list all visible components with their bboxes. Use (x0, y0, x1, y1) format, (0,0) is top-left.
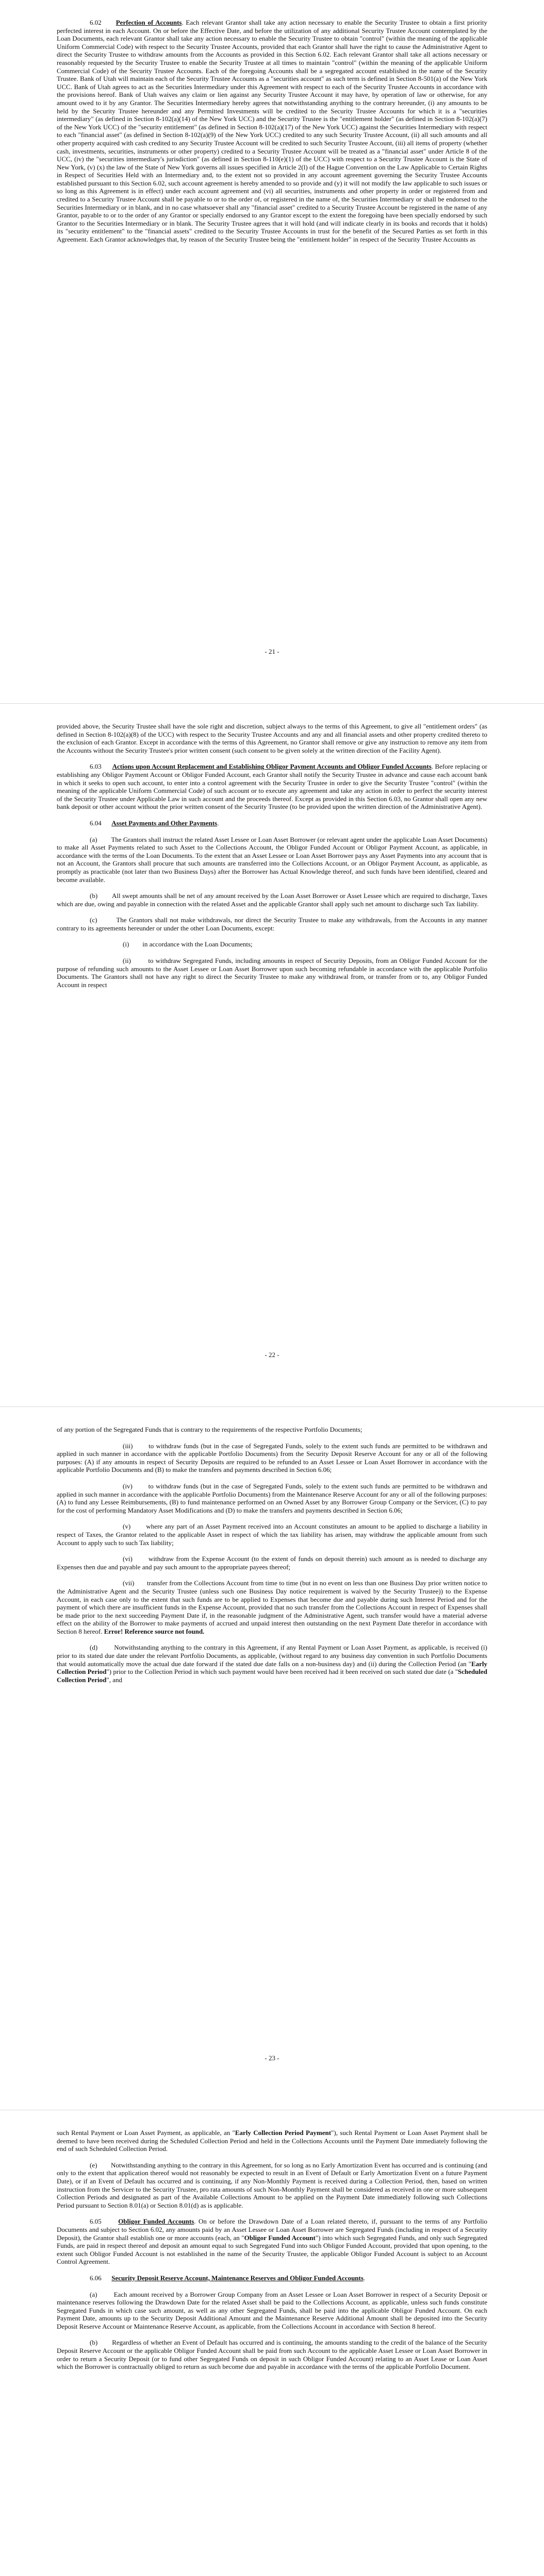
clause-label: (vi) (123, 1555, 133, 1563)
clause-label: (iii) (123, 1442, 133, 1450)
page-21 (0, 0, 544, 703)
clause-c-v (57, 1522, 487, 1547)
clause-b (57, 2338, 487, 2370)
clause-label: (d) (90, 1643, 98, 1652)
clause-text: Notwithstanding anything to the contrary in this Agreement, for so long as no Early Amortization Event has occurred and is continuing (and only to the extent that application thereof would not reasonably be expected to result in an Event of Default or Early Amortization Event on a future Payment Date), or if an Event of Default has occurred and is continuing, if any Non-Monthly Payment is received during a Collection Period, then, based on written instruction from the Servicer to the Security Trustee, pro rata amounts of such Non-Monthly Payment shall be considered as received in one or more subsequent Collection Periods and designated as part of the Available Collections Amount to be applied on the Payment Date immediately following such Collections Period pursuant to Section 8.01(a) or Section 8.01(d) as is applicable. (57, 2161, 488, 2209)
clause-label: (v) (123, 1522, 131, 1531)
clause-text: Each amount received by a Borrower Group Company from an Asset Lessee or Loan Asset Borrower in respect of a Security Deposit or maintenance reserves following the Drawdown Date for the related Asset shall be paid to the Collections Account, as applicable, unless such funds constitute Segregated Funds in which case such amount, as well as any other Segregated Funds, shall be paid into the applicable Obligor Funded Account. On each Payment Date, amounts up to the Security Deposit Additional Amount and the Maintenance Reserve Additional Amount shall be deposited into the Security Deposit Reserve Account or Maintenance Reserve Account, as applicable, from the Collections Account in accordance with Section 8 hereof. (57, 2290, 488, 2330)
clause-a (57, 2291, 487, 2331)
clause-text: in accordance with the Loan Documents; (142, 940, 253, 948)
section-heading: Actions upon Account Replacement and Establishing Obligor Payment Accounts and Obligor Funded Accounts (112, 762, 432, 771)
clause-a (57, 836, 487, 884)
clause-label: (iv) (123, 1482, 133, 1490)
clause-c-ii (57, 957, 487, 989)
section-heading: Perfection of Accounts (116, 19, 182, 26)
clause-text: where any part of an Asset Payment received into an Account constitutes an amount to be applied to discharge a liability in respect of Taxes, the Grantor related to the applicable Asset in respect of which the tax liability has arisen, may withdraw the applicable amount from such Account to apply such to such Tax liability; (57, 1522, 488, 1547)
page-number: - 22 - (265, 1351, 279, 1359)
clause-label: (a) (90, 2290, 97, 2298)
clause-label: (vii) (123, 1579, 135, 1587)
paragraph-text-cont: "), such Rental Payment or Loan Asset Payment shall be deemed to have been received during the Scheduled Collection Period and held in the Collections Accounts until the Payment Date immediately following the end of such Scheduled Collection Period. (57, 2129, 487, 2153)
page-23 (0, 1406, 544, 2110)
page-22 (0, 703, 544, 1406)
clause-text-cont: ") prior to the Collection Period in which such payment would have been received had it been received on such stated due date (a " (106, 1668, 458, 1676)
section-heading: Obligor Funded Accounts (118, 2217, 194, 2226)
paragraph-6-03 (57, 762, 487, 811)
clause-c-vi (57, 1555, 487, 1571)
clause-text: transfer from the Collections Account from time to time (but in no event on less than one Business Day prior written notice to the Administrative Agent and the Security Trustee (unless such one Business Day notice requirement is waived by the Security Trustee)) to the Expense Account, in each case only to the extent that such funds are to be applied to Expenses that become due and payable during such Interest Period and for the payment of which there are insufficient funds in the Expense Account, provided that no such transfer from the Collections Account in respect of Expenses shall be made prior to the next succeeding Payment Date if, in the reasonable judgment of the Administrative Agent, such transfer would have a material adverse effect on the ability of the Borrower to make payments of accrued and unpaid interest then outstanding on the next Payment Date therefor in accordance with Section 8 hereof. (57, 1579, 488, 1635)
section-number: 6.05 (90, 2217, 102, 2226)
paragraph-text-cont: ") into which such Segregated Funds, and only such Segregated Funds, are paid in respect thereof and deposit an amount equal to such Segregated Fund into such Obligor Funded Account, provided that upon opening, to the extent such Obligor Funded Account is not established in the name of the Security Trustee, the applicable Obligor Funded Account is subject to an Account Control Agreement. (57, 2233, 488, 2266)
defined-term: Scheduled Collection Period (57, 1668, 487, 1684)
paragraph-6-06 (57, 2274, 487, 2282)
clause-b (57, 892, 487, 908)
clause-e (57, 2161, 487, 2210)
paragraph-continued: provided above, the Security Trustee shall have the sole right and discretion, subject always to the terms of this Agreement, to give all "entitlement orders" (as defined in Section 8-102(a)(8) of the UCC) with respect to the Security Trustee Accounts and any and all financial assets and other property credited thereto to the exclusion of each Grantor. Except in accordance with the terms of this Agreement, no Grantor shall remove or give any instruction to remove any item from the Accounts without the Security Trustee's prior written consent (such consent to be given solely at the written direction of the Facility Agent). (57, 722, 487, 754)
paragraph-text: . (363, 2274, 366, 2282)
clause-c-iii (57, 1442, 487, 1474)
page-24 (0, 2110, 544, 2576)
clause-label: (i) (123, 940, 129, 948)
clause-c-i (57, 940, 487, 948)
section-heading: Asset Payments and Other Payments (111, 819, 218, 827)
section-number: 6.04 (90, 819, 102, 827)
section-number: 6.06 (90, 2274, 102, 2282)
paragraph-6-04 (57, 819, 487, 827)
paragraph-continued (57, 2129, 487, 2153)
section-heading: Security Deposit Reserve Account, Maintenance Reserves and Obligor Funded Accounts (111, 2274, 364, 2282)
clause-c (57, 916, 487, 932)
paragraph-text: . Each relevant Grantor shall take any action necessary to enable the Security Trustee to obtain a first priority perfected interest in each Account. On or before the Effective Date, and before the utilization of any additional Security Trustee Account contemplated by the Loan Documents, each relevant Grantor shall take any action necessary to enable the Security Trustee to obtain "control" (within the meaning of the applicable Uniform Commercial Code) with respect to the Security Trustee Accounts, provided that each Grantor shall have the right to cause the Administrative Agent to direct the Security Trustee to withdraw amounts from the Accounts as provided in this Section 6.02. Each relevant Grantor shall take all actions necessary or reasonably requested by the Security Trustee to enable the Security Trustee at all times to maintain "control" (within the meaning of the applicable Uniform Commercial Code) of the Security Trustee Accounts. Each of the foregoing Accounts shall be a segregated account established in the name of the Security Trustee. Bank of Utah will maintain each of the Security Trustee Accounts as a "securities account" as such term is defined in Section 8-501(a) of the New York UCC. Bank of Utah agrees to act as the Securities Intermediary under this Agreement with respect to each of the Security Trustee Accounts in accordance with the provisions hereof. Bank of Utah waives any claim or lien against any Security Trustee Account it may have, by operation of law or otherwise, for any amount owed to it by any Grantor. The Securities Intermediary hereby agrees that notwithstanding anything to the contrary hereunder, (i) any amounts to be held by the Security Trustee hereunder and any Permitted Investments will be credited to the Security Trustee Accounts for which it is a "securities intermediary" (as defined in Section 8-102(a)(14) of the New York UCC) and the Security Trustee is the "entitlement holder" (as defined in Section 8-102(a)(7) of the New York UCC) of the "security entitlement" (as defined in Section 8-102(a)(17) of the New York UCC) against the Securities Intermediary with respect to each "financial asset" (as defined in Section 8-102(a)(9) of the New York UCC) credited to any such Security Trustee Account, (ii) all such amounts and all other property acquired with cash credited to any Security Trustee Account will be credited to such Security Trustee Account, (iii) all items of property (whether cash, investments, securities, instruments or other property) credited to a Security Trustee Account will be treated as a "financial asset" under Article 8 of the UCC, (iv) the "securities intermediary's jurisdiction" (as defined in Section 8-110(e)(1) of the UCC) with respect to a Security Trustee Account is the State of New York, (v) (x) the law of the State of New York governs all issues specified in Article 2(l) of the Hague Convention on the Law Applicable to Certain Rights in Respect of Securities Held with an Intermediary and, to the extent not so provided in any account agreement governing the Security Trustee Accounts established pursuant to this Section 6.02, such account agreement is hereby amended to so provide and (y) it will not modify the law applicable to such issues or so long as this Agreement is in effect) under each account agreement and (vi) all securities, instruments and other property in order or registered from and credited to a Security Trustee Account shall be payable to or to the order of, or registered in the name of, the Securities Intermediary or shall be endorsed to the Securities Intermediary or in blank, and in no case whatsoever shall any "financial asset" credited to a Security Trustee Account be registered in the name of any Grantor, payable to or to the order of any Grantor or specially endorsed to any Grantor except to the extent the foregoing have been specially endorsed by such Grantor to the Securities Intermediary or in blank. The Security Trustee agrees that it will hold (and will indicate clearly in its books and records that it holds) its "security entitlement" to the "financial assets" credited to the Security Trustee Accounts in trust for the benefit of the Secured Parties as set forth in this Agreement. Each Grantor acknowledges that, by reason of the Security Trustee being the "entitlement holder" in respect of the Security Trustee Accounts as (57, 19, 488, 244)
clause-text: All swept amounts shall be net of any amount received by the Loan Asset Borrower or Asset Lessee which are required to discharge, Taxes which are due, owing and payable in connection with the related Asset and the applicable Grantor shall apply such net amount to discharge such Tax liability. (57, 892, 488, 908)
clause-text: to withdraw Segregated Funds, including amounts in respect of Security Deposits, from an Obligor Funded Account for the purpose of refunding such amounts to the Asset Lessee or Loan Asset Borrower upon such becoming refundable in accordance with the applicable Portfolio Documents. The Grantors shall not have any right to direct the Security Trustee to make any withdrawal from, or transfer from or to, any Obligor Funded Account in respect (57, 957, 487, 989)
clause-text: The Grantors shall not make withdrawals, nor direct the Security Trustee to make any withdrawals, from the Accounts in any manner contrary to its agreements hereunder or under the other Loan Documents, except: (57, 916, 487, 932)
clause-d (57, 1643, 487, 1684)
paragraph-text: . On or before the Drawdown Date of a Loan related thereto, if, pursuant to the terms of any Portfolio Documents and subject to Section 6.02, any amounts paid by an Asset Lessee or Loan Asset Borrower are Segregated Funds (including in respect of a Security Deposit), the Grantor shall establish one or more accounts (each, an " (57, 2217, 488, 2242)
clause-label: (c) (90, 916, 97, 924)
clause-text: withdraw from the Expense Account (to the extent of funds on deposit therein) such amount as is needed to discharge any Expenses then due and payable and pay such amount to the appropriate payees thereof; (57, 1555, 487, 1571)
clause-c-vii (57, 1579, 487, 1635)
paragraph-6-02 (57, 19, 487, 244)
clause-text: Regardless of whether an Event of Default has occurred and is continuing, the amounts standing to the credit of the balance of the Security Deposit Reserve Account or the applicable Obligor Funded Account shall be paid from such Account to the applicable Asset Lessee or Loan Asset Borrower in order to return a Security Deposit (or to fund other Segregated Funds on deposit in such Obligor Funded Account) relating to an Asset Lease or Loan Asset which the Borrower is contractually obliged to return as such become due and payable in accordance with the terms of the applicable Portfolio Document. (57, 2338, 488, 2371)
page-number: - 21 - (265, 648, 279, 656)
section-number: 6.03 (90, 762, 102, 771)
clause-label: (a) (90, 835, 97, 843)
clause-text: Notwithstanding anything to the contrary in this Agreement, if any Rental Payment or Loan Asset Payment, as applicable, is received (i) prior to its stated due date under the relevant Portfolio Documents, as applicable, (without regard to any business day convention in such Portfolio Documents that would automatically move the actual due date forward if the stated due date falls on a non-business day) and (ii) during the Collection Period (an " (57, 1643, 487, 1668)
clause-text: The Grantors shall instruct the related Asset Lessee or Loan Asset Borrower (or relevant agent under the applicable Loan Asset Documents) to make all Asset Payments related to such Asset to the Collections Account, the Obligor Funded Account or Obligor Payment Account, as applicable, in accordance with the terms of the Loan Documents. To the extent that an Asset Lessee or Loan Asset Borrower pays any Asset Payments into any account that is not an Account, the Grantors shall procure that such amounts are transferred into the Collections Account, or an Obligor Payment Account, as applicable, as promptly as practicable (not later than two Business Days) after the Borrower has Actual Knowledge thereof, and such funds have been identified, cleared and become available. (57, 835, 487, 884)
defined-term: Early Collection Period (57, 1659, 487, 1676)
paragraph-text: such Rental Payment or Loan Asset Payment, as applicable, an " (57, 2129, 235, 2137)
page-number: - 23 - (265, 2054, 279, 2062)
paragraph-text: . Before replacing or establishing any Obligor Payment Account or Obligor Funded Account, each Grantor shall notify the Security Trustee in advance and cause each account bank in which it seeks to open such account, to enter into a control agreement with the Security Trustee in order to give the Security Trustee "control" (within the meaning of the applicable Uniform Commercial Code) of such account or to execute any agreement and take any action in order to perfect the security interest of the Security Trustee under Applicable Law in such account and the proceeds thereof. Except as provided in this Section 6.03, no Grantor shall open any new bank deposit or other account without the prior written consent of the Security Trustee (to be provided upon the written direction of the Administrative Agent). (57, 762, 488, 811)
clause-text: to withdraw funds (but in the case of Segregated Funds, solely to the extent such funds are permitted to be withdrawn and applied in such manner in accordance with the applicable Portfolio Documents) from the Maintenance Reserve Account for any or all of the following purposes: (A) to fund any Lessee Reimbursements, (B) to fund maintenance performed on an Owned Asset by any Borrower Group Company or the Servicer, (C) to pay for the cost of performing Mandatory Asset Modifications and (D) to make the transfers and payments described in Section 6.06; (57, 1482, 487, 1514)
defined-term: Obligor Funded Account (244, 2233, 316, 2242)
clause-label: (e) (90, 2161, 97, 2169)
section-number: 6.02 (90, 19, 102, 26)
defined-term: Early Collection Period Payment (235, 2129, 332, 2137)
reference-error: Error! Reference source not found. (104, 1627, 205, 1635)
paragraph-6-05 (57, 2217, 487, 2266)
clause-text-end: ", and (106, 1675, 122, 1684)
clause-label: (b) (90, 892, 98, 900)
clause-label: (ii) (123, 957, 131, 965)
clause-label: (b) (90, 2338, 98, 2347)
paragraph-text: . (217, 819, 219, 827)
paragraph-continued: of any portion of the Segregated Funds that is contrary to the requirements of the respective Portfolio Documents; (57, 1426, 362, 1433)
clause-c-iv (57, 1482, 487, 1514)
clause-text: to withdraw funds (but in the case of Segregated Funds, solely to the extent such funds are permitted to be withdrawn and applied in such manner in accordance with the applicable Portfolio Documents) from the Security Deposit Reserve Account for any or all of the following purposes: (A) if any amounts in respect of Security Deposits are required to be refunded to an Asset Lessee or Loan Asset Borrower in accordance with the applicable Portfolio Documents and (B) to make the transfers and payments described in Section 6.06; (57, 1442, 487, 1474)
